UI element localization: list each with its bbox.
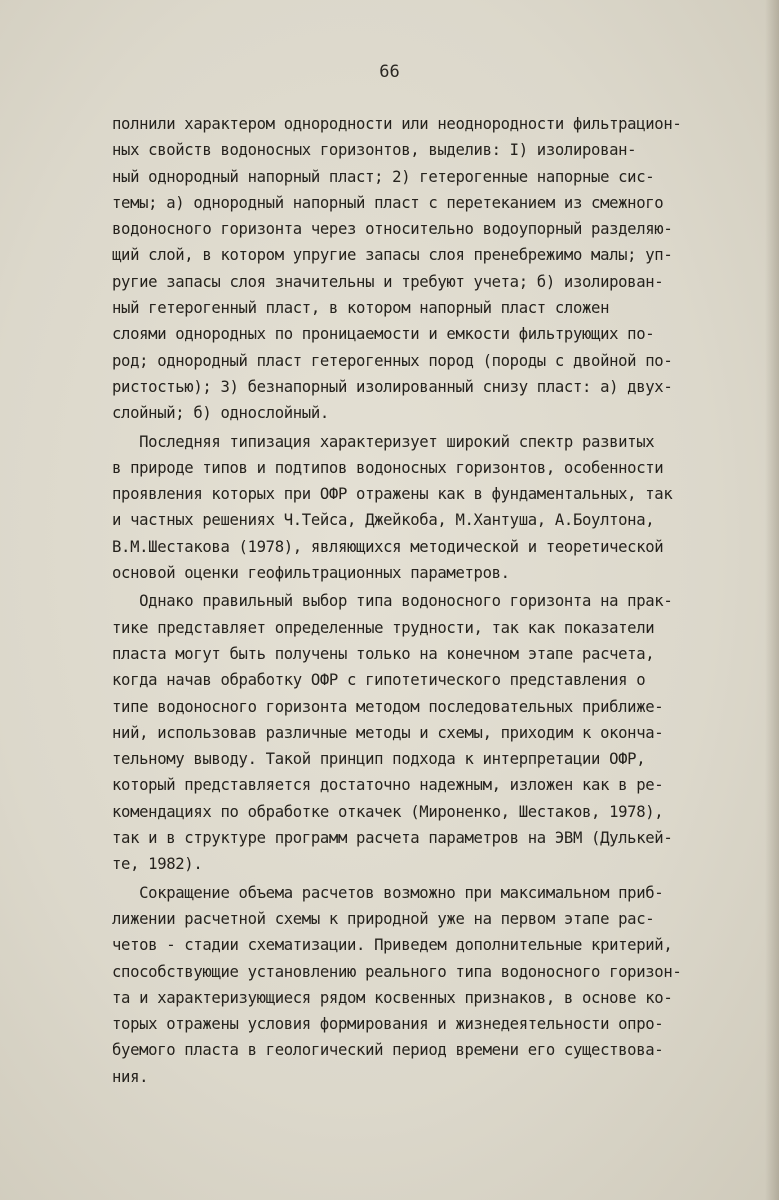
paragraph: [112, 588, 752, 877]
text-line: В.М.Шестакова (1978), являющихся методической и теоретической: [112, 537, 664, 556]
text-line: лижении расчетной схемы к природной уже на первом этапе рас-: [112, 909, 655, 928]
text-line: полнили характером однородности или неоднородности фильтрацион-: [112, 115, 682, 133]
text-line: Сокращение объема расчетов возможно при максимальном приб-: [112, 883, 664, 902]
text-line: буемого пласта в геологический период времени его существова-: [112, 1041, 664, 1060]
text-line: ных свойств водоносных горизонтов, выделив: I) изолирован-: [112, 141, 637, 160]
text-line: способствующие установлению реального типа водоносного горизон-: [112, 962, 682, 981]
text-line: проявления которых при ОФР отражены как в фундаментальных, так: [112, 485, 673, 504]
body-text: [112, 111, 752, 1090]
text-line: тике представляет определенные трудности, так как показатели: [112, 618, 655, 637]
text-line: комендациях по обработке откачек (Мироненко, Шестаков, 1978),: [112, 802, 664, 821]
paragraph: [112, 111, 752, 427]
text-line: водоносного горизонта через относительно водоупорный разделяю-: [112, 220, 673, 239]
text-line: так и в структуре программ расчета параметров на ЭВМ (Дулькей-: [112, 829, 673, 848]
paragraph: [112, 429, 752, 587]
text-line: род; однородный пласт гетерогенных пород (породы с двойной по-: [112, 351, 673, 370]
text-line: ругие запасы слоя значительны и требуют учета; б) изолирован-: [112, 272, 664, 291]
page-number: 66: [379, 62, 400, 82]
text-line: Однако правильный выбор типа водоносного горизонта на прак-: [112, 592, 673, 611]
text-line: ния.: [112, 1067, 149, 1086]
text-line: Последняя типизация характеризует широкий спектр развитых: [112, 432, 655, 451]
text-line: торых отражены условия формирования и жизнедеятельности опро-: [112, 1015, 664, 1034]
text-line: та и характеризующиеся рядом косвенных признаков, в основе ко-: [112, 988, 673, 1007]
text-line: щий слой, в котором упругие запасы слоя пренебрежимо малы; уп-: [112, 246, 673, 265]
text-line: те, 1982).: [112, 855, 203, 874]
text-line: ристостью); 3) безнапорный изолированный снизу пласт: а) двух-: [112, 377, 673, 396]
text-line: ний, использовав различные методы и схемы, приходим к оконча-: [112, 723, 664, 742]
text-line: и частных решениях Ч.Тейса, Джейкоба, М.Хантуша, А.Боултона,: [112, 511, 655, 530]
text-line: основой оценки геофильтрационных параметров.: [112, 564, 510, 583]
text-line: типе водоносного горизонта методом последовательных приближе-: [112, 697, 664, 716]
text-line: в природе типов и подтипов водоносных горизонтов, особенности: [112, 458, 664, 477]
text-line: ный гетерогенный пласт, в котором напорный пласт сложен: [112, 299, 610, 318]
text-line: когда начав обработку ОФР с гипотетического представления о: [112, 671, 646, 690]
text-line: тельному выводу. Такой принцип подхода к интерпретации ОФР,: [112, 750, 646, 769]
text-line: четов - стадии схематизации. Приведем дополнительные критерий,: [112, 936, 673, 955]
text-line: который представляется достаточно надежным, изложен как в ре-: [112, 776, 664, 795]
text-line: ный однородный напорный пласт; 2) гетерогенные напорные сис-: [112, 167, 655, 186]
text-line: слойный; б) однослойный.: [112, 404, 329, 423]
text-line: темы; а) однородный напорный пласт с перетеканием из смежного: [112, 193, 664, 212]
page-edge-shadow: [765, 0, 779, 1200]
text-line: слоями однородных по проницаемости и емкости фильтрующих по-: [112, 325, 655, 344]
text-line: пласта могут быть получены только на конечном этапе расчета,: [112, 644, 655, 663]
paragraph: [112, 880, 752, 1090]
